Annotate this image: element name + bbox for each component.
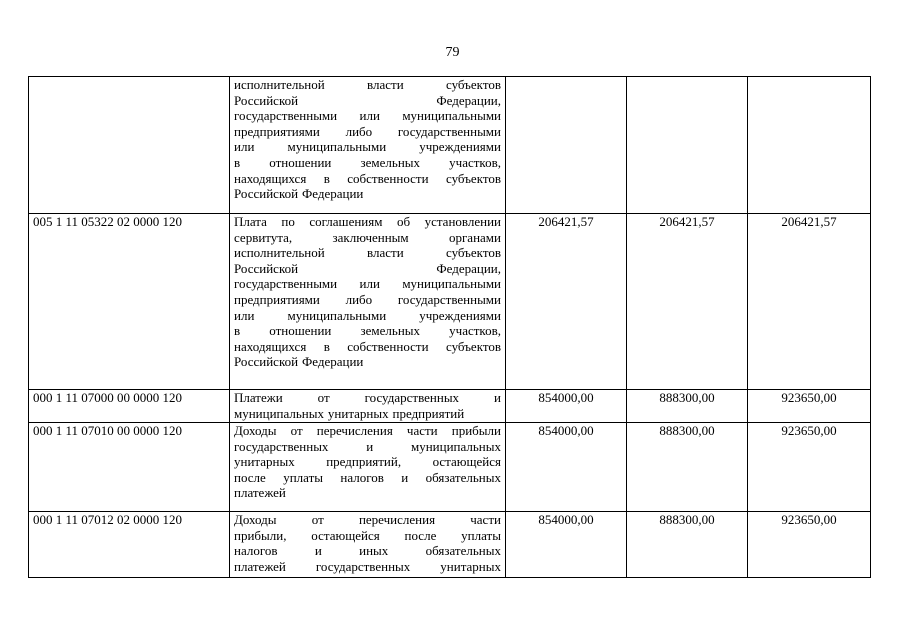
revenue-name-line: Российской Федерации,: [234, 92, 501, 108]
amount-year-3-cell: 923650,00: [748, 423, 871, 512]
amount-year-2-cell: 888300,00: [627, 423, 748, 512]
table-row: [29, 512, 871, 578]
page-number: 79: [445, 45, 460, 60]
revenue-name-line: исполнительной власти субъектов: [234, 245, 501, 261]
revenue-name-line: предприятиями либо государственными: [234, 291, 501, 307]
revenue-name-line: Российской Федерации,: [234, 260, 501, 276]
revenue-name-line: или муниципальными учреждениями: [234, 307, 501, 323]
revenue-name-cell: [230, 214, 506, 390]
amount-year-3-cell: 206421,57: [748, 214, 871, 390]
table-row: [29, 423, 871, 512]
revenue-name-line: находящихся в собственности субъектов: [234, 338, 501, 354]
revenue-name-line: государственными или муниципальными: [234, 276, 501, 292]
revenue-name-line: Российской Федерации: [234, 354, 364, 370]
amount-year-2-cell: 888300,00: [627, 390, 748, 423]
revenue-name-cell: [230, 390, 506, 423]
table-row: [29, 390, 871, 423]
revenue-name-line: унитарных предприятий, остающейся: [234, 454, 501, 470]
budget-code-cell: 000 1 11 07010 00 0000 120: [29, 423, 230, 512]
amount-year-2-cell: 888300,00: [627, 512, 748, 578]
revenue-name-line: государственных и муниципальных: [234, 438, 501, 454]
budget-code-cell: [29, 77, 230, 214]
revenue-name-line: Российской Федерации: [234, 186, 364, 202]
revenue-name-line: платежей государственных унитарных: [234, 558, 501, 574]
revenue-name-line: или муниципальными учреждениями: [234, 139, 501, 155]
amount-year-3-cell: 923650,00: [748, 390, 871, 423]
amount-year-3-cell: [748, 77, 871, 214]
amount-year-2-cell: [627, 77, 748, 214]
amount-year-1-cell: 854000,00: [506, 423, 627, 512]
amount-year-1-cell: [506, 77, 627, 214]
revenue-name-cell: [230, 77, 506, 214]
revenue-name-line: находящихся в собственности субъектов: [234, 170, 501, 186]
revenue-name-line: Доходы от перечисления части: [234, 512, 501, 527]
amount-year-1-cell: 206421,57: [506, 214, 627, 390]
revenue-name-line: после уплаты налогов и обязательных: [234, 469, 501, 485]
amount-year-2-cell: 206421,57: [627, 214, 748, 390]
revenue-name-line: в отношении земельных участков,: [234, 154, 501, 170]
revenue-name-line: исполнительной власти субъектов: [234, 77, 501, 92]
budget-code-cell: 000 1 11 07000 00 0000 120: [29, 390, 230, 423]
revenue-name-cell: [230, 512, 506, 578]
revenue-name-line: платежей: [234, 485, 286, 501]
amount-year-1-cell: 854000,00: [506, 390, 627, 423]
revenue-name-cell: [230, 423, 506, 512]
revenue-name-line: государственными или муниципальными: [234, 108, 501, 124]
amount-year-1-cell: 854000,00: [506, 512, 627, 578]
revenue-name-line: прибыли, остающейся после уплаты: [234, 527, 501, 543]
revenue-name-line: муниципальных унитарных предприятий: [234, 405, 465, 421]
revenue-name-line: Платежи от государственных и: [234, 390, 501, 405]
budget-code-cell: 000 1 11 07012 02 0000 120: [29, 512, 230, 578]
revenue-name-line: сервитута, заключенным органами: [234, 229, 501, 245]
table-row: [29, 77, 871, 214]
budget-revenue-table: [28, 76, 871, 578]
revenue-name-line: в отношении земельных участков,: [234, 323, 501, 339]
budget-code-cell: 005 1 11 05322 02 0000 120: [29, 214, 230, 390]
amount-year-3-cell: 923650,00: [748, 512, 871, 578]
revenue-name-line: Плата по соглашениям об установлении: [234, 214, 501, 229]
revenue-name-line: Доходы от перечисления части прибыли: [234, 423, 501, 438]
revenue-name-line: предприятиями либо государственными: [234, 123, 501, 139]
revenue-name-line: налогов и иных обязательных: [234, 543, 501, 559]
table-row: [29, 214, 871, 390]
